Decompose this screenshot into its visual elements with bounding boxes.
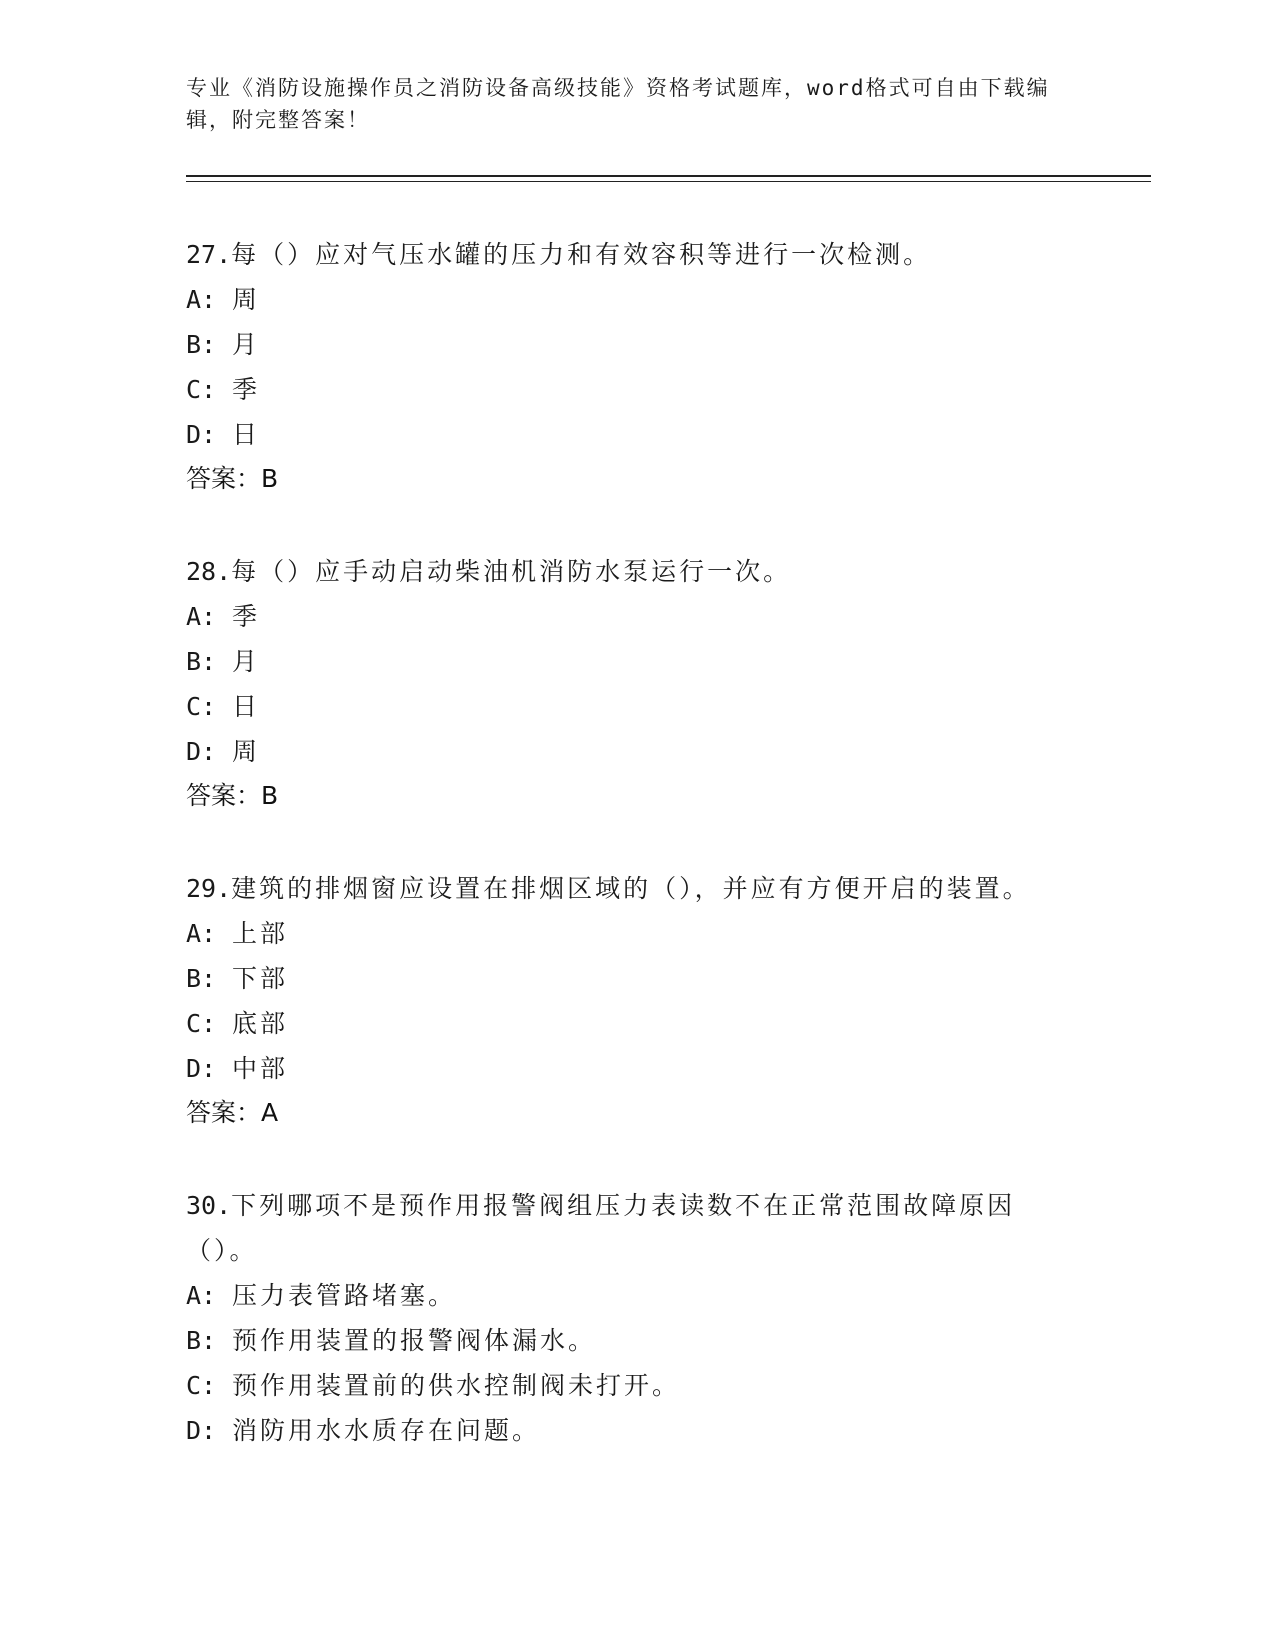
question-stem bbox=[186, 1183, 1086, 1273]
answer-label: 答案： bbox=[186, 781, 262, 810]
header-divider-top bbox=[186, 175, 1151, 177]
option-text: 底部 bbox=[232, 1009, 289, 1038]
question-text: 下列哪项不是预作用报警阀组压力表读数不在正常范围故障原因（）。 bbox=[186, 1191, 1016, 1265]
option-c bbox=[186, 684, 1086, 729]
option-key: A: bbox=[186, 1281, 217, 1310]
question-list bbox=[186, 232, 1086, 1501]
option-c bbox=[186, 367, 1086, 412]
option-key: A: bbox=[186, 602, 217, 631]
option-key: B: bbox=[186, 330, 217, 359]
answer-value: B bbox=[261, 464, 279, 493]
option-text: 日 bbox=[232, 420, 261, 449]
option-text: 下部 bbox=[232, 964, 289, 993]
answer-line bbox=[186, 457, 1086, 501]
answer-value: A bbox=[261, 1098, 279, 1127]
answer-line bbox=[186, 1091, 1086, 1135]
option-d bbox=[186, 412, 1086, 457]
question-number: 29. bbox=[186, 874, 232, 903]
option-text: 上部 bbox=[232, 919, 289, 948]
option-key: D: bbox=[186, 1054, 217, 1083]
question-text: 建筑的排烟窗应设置在排烟区域的（），并应有方便开启的装置。 bbox=[231, 874, 1031, 903]
option-d bbox=[186, 729, 1086, 774]
option-c bbox=[186, 1001, 1086, 1046]
option-text: 周 bbox=[232, 285, 261, 314]
question-text: 每（）应对气压水罐的压力和有效容积等进行一次检测。 bbox=[231, 240, 932, 269]
answer-label: 答案： bbox=[186, 1098, 262, 1127]
option-text: 预作用装置的报警阀体漏水。 bbox=[232, 1326, 597, 1355]
question-number: 27. bbox=[186, 240, 232, 269]
option-a bbox=[186, 277, 1086, 322]
option-text: 消防用水水质存在问题。 bbox=[232, 1416, 541, 1445]
question-number: 28. bbox=[186, 557, 232, 586]
option-key: C: bbox=[186, 1009, 217, 1038]
option-key: D: bbox=[186, 420, 217, 449]
option-text: 日 bbox=[232, 692, 261, 721]
question-stem bbox=[186, 232, 1086, 277]
option-text: 预作用装置前的供水控制阀未打开。 bbox=[232, 1371, 681, 1400]
option-c bbox=[186, 1363, 1086, 1408]
answer-label: 答案： bbox=[186, 464, 262, 493]
option-key: C: bbox=[186, 1371, 217, 1400]
option-b bbox=[186, 956, 1086, 1001]
option-key: A: bbox=[186, 285, 217, 314]
option-key: B: bbox=[186, 1326, 217, 1355]
question-stem bbox=[186, 866, 1086, 911]
header-divider-bottom bbox=[186, 181, 1151, 182]
option-key: A: bbox=[186, 919, 217, 948]
option-a bbox=[186, 594, 1086, 639]
answer-line bbox=[186, 774, 1086, 818]
option-text: 中部 bbox=[232, 1054, 289, 1083]
question-28 bbox=[186, 549, 1086, 818]
option-b bbox=[186, 1318, 1086, 1363]
option-key: C: bbox=[186, 692, 217, 721]
question-27 bbox=[186, 232, 1086, 501]
option-b bbox=[186, 322, 1086, 367]
option-a bbox=[186, 911, 1086, 956]
question-30 bbox=[186, 1183, 1086, 1453]
option-key: D: bbox=[186, 1416, 217, 1445]
question-stem bbox=[186, 549, 1086, 594]
document-header: 专业《消防设施操作员之消防设备高级技能》资格考试题库，word格式可自由下载编辑，附完整答案！ bbox=[186, 76, 1050, 132]
option-key: B: bbox=[186, 964, 217, 993]
option-key: B: bbox=[186, 647, 217, 676]
option-key: D: bbox=[186, 737, 217, 766]
option-text: 周 bbox=[232, 737, 261, 766]
option-a bbox=[186, 1273, 1086, 1318]
option-d bbox=[186, 1046, 1086, 1091]
question-29 bbox=[186, 866, 1086, 1135]
option-text: 月 bbox=[232, 647, 261, 676]
question-number: 30. bbox=[186, 1191, 232, 1220]
option-text: 季 bbox=[232, 375, 261, 404]
question-text: 每（）应手动启动柴油机消防水泵运行一次。 bbox=[231, 557, 792, 586]
option-text: 月 bbox=[232, 330, 261, 359]
answer-value: B bbox=[261, 781, 279, 810]
option-text: 压力表管路堵塞。 bbox=[232, 1281, 457, 1310]
option-d bbox=[186, 1408, 1086, 1453]
option-text: 季 bbox=[232, 602, 261, 631]
option-b bbox=[186, 639, 1086, 684]
option-key: C: bbox=[186, 375, 217, 404]
